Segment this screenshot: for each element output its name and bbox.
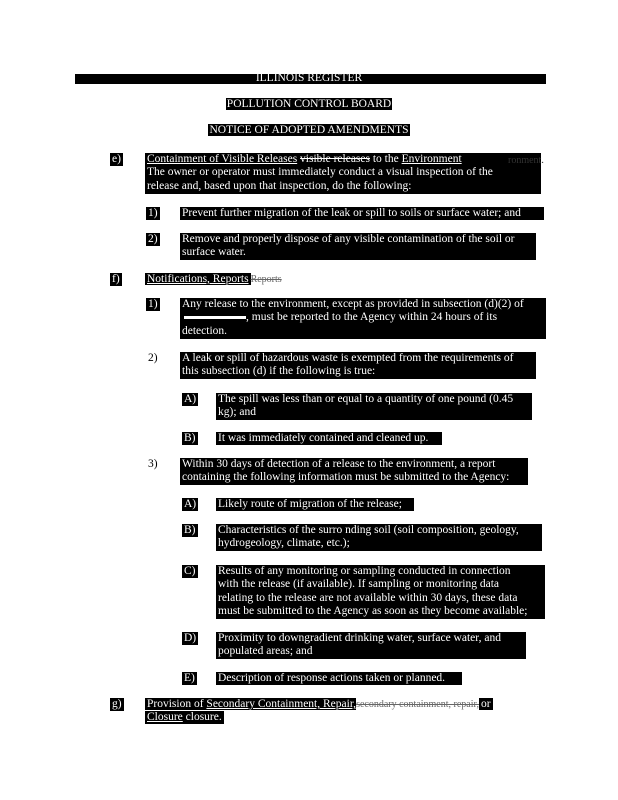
item-e-struck-tail: ronment. <box>508 155 544 166</box>
item-f-3-b-text: Characteristics of the surro nding soil (soil composition, geology, hydrogeology, climate, etc.); <box>216 524 542 551</box>
item-f-2-b-text: It was immediately contained and cleaned up. <box>216 432 442 445</box>
board-title: POLLUTION CONTROL BOARD <box>226 98 392 110</box>
item-f-3-e-text: Description of response actions taken or planned. <box>216 672 462 685</box>
item-f-1-label: 1) <box>148 298 158 310</box>
item-f-3-d-text: Proximity to downgradient drinking water, surface water, and populated areas; and <box>216 632 526 659</box>
item-f-3-e-label: E) <box>184 672 195 684</box>
item-g-line2: Closure closure. <box>147 711 222 723</box>
item-g-line1: Provision of Secondary Containment, Repair,secondary containment, repair, or <box>147 698 491 710</box>
item-f-3-label: 3) <box>148 458 158 470</box>
item-g-label: g) <box>112 698 122 710</box>
item-f-3-a-text: Likely route of migration of the release; <box>216 498 414 511</box>
item-f-1-text: Any release to the environment, except as provided in subsection (d)(2) of , must be reported to the Agency within 24 hours of its detection. <box>180 298 546 339</box>
item-e-2-text: Remove and properly dispose of any visible contamination of the soil or surface water. <box>180 233 536 260</box>
notice-title: NOTICE OF ADOPTED AMENDMENTS <box>209 124 409 136</box>
item-e-1-label: 1) <box>148 207 158 219</box>
item-f-3-a-label: A) <box>184 498 197 510</box>
item-f-3-d-label: D) <box>184 632 197 644</box>
item-f-2-label: 2) <box>148 352 158 364</box>
item-e-label: e) <box>112 153 121 165</box>
item-f-2-b-label: B) <box>184 432 196 444</box>
item-f-title: Notifications, Reports Reports <box>147 273 282 285</box>
item-f-3-b-label: B) <box>184 524 196 536</box>
item-e-text: Containment of Visible Releases visible releases to the Environment The owner or operator must immediately conduct a visual inspection of the release and, based upon that inspection, do the following: <box>145 153 541 194</box>
register-title: ILLINOIS REGISTER <box>255 72 363 84</box>
item-f-2-a-text: The spill was less than or equal to a quantity of one pound (0.45 kg); and <box>216 393 532 420</box>
item-f-3-c-text: Results of any monitoring or sampling conducted in connection with the release (if available). If sampling or monitoring data relating to the release are not available within 30 days, these data must be submitted to the Agency as soon as they become available; <box>216 565 545 619</box>
item-f-2-a-label: A) <box>184 393 197 405</box>
item-f-label: f) <box>112 273 120 285</box>
item-e-2-label: 2) <box>148 233 158 245</box>
item-f-2-text: A leak or spill of hazardous waste is exempted from the requirements of this subsection (d) if the following is true: <box>180 352 536 379</box>
item-e-1-text: Prevent further migration of the leak or spill to soils or surface water; and <box>180 207 544 220</box>
item-f-3-text: Within 30 days of detection of a release to the environment, a report containing the following information must be submitted to the Agency: <box>180 458 528 485</box>
redacted-reference <box>184 316 246 319</box>
item-f-3-c-label: C) <box>184 565 196 577</box>
